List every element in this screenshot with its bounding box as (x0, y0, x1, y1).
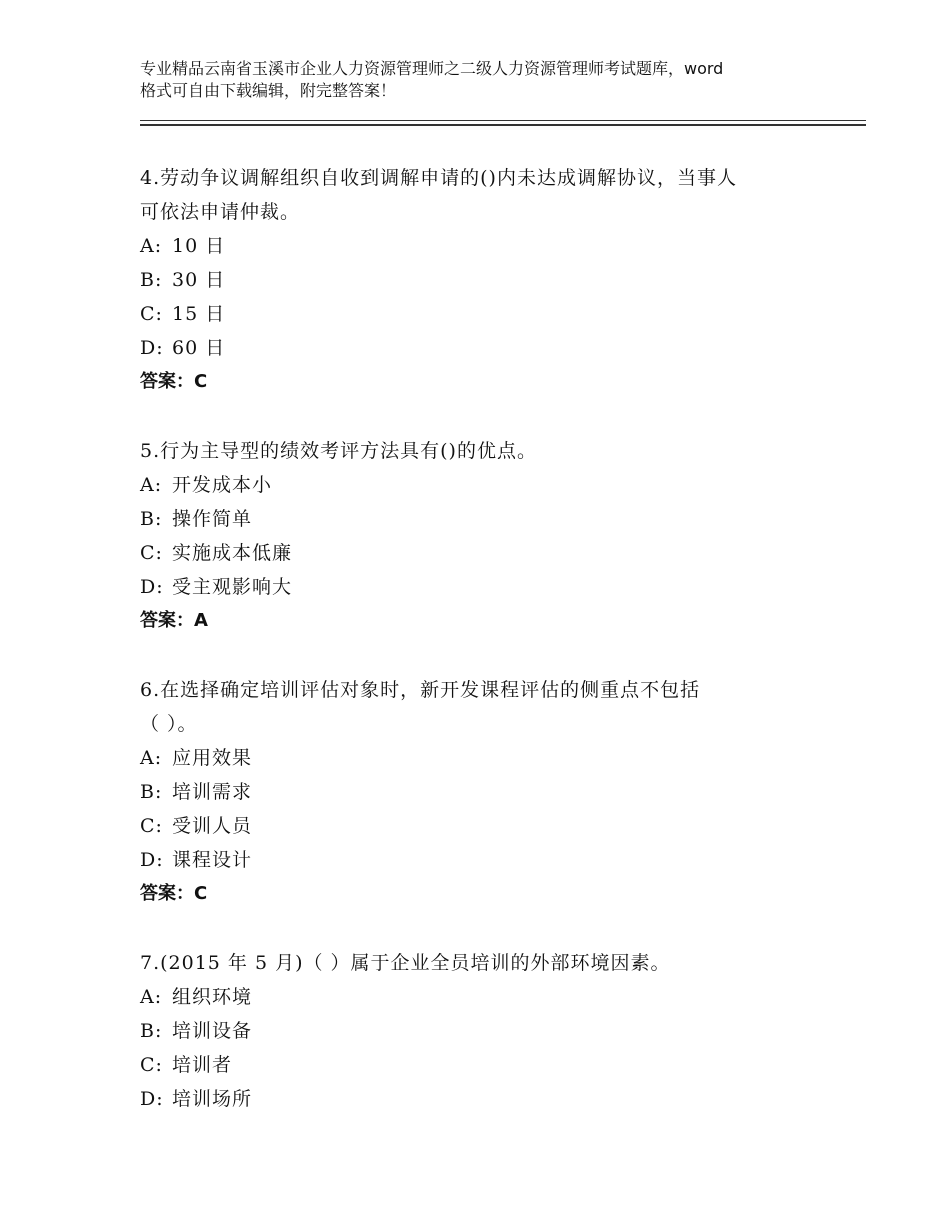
option-d (140, 570, 840, 604)
option-letter: D: (140, 337, 164, 359)
option-b (140, 502, 840, 536)
question-stem-line: 5.行为主导型的绩效考评方法具有()的优点。 (140, 440, 537, 462)
option-text: 课程设计 (172, 849, 253, 871)
question-stem-line: 4.劳动争议调解组织自收到调解申请的()内未达成调解协议，当事人 (140, 167, 737, 189)
option-c (140, 809, 840, 843)
option-a (140, 229, 840, 263)
question-4 (140, 161, 840, 399)
document-header (140, 58, 860, 102)
option-letter: A: (140, 986, 163, 1008)
option-letter: D: (140, 1088, 164, 1110)
option-text: 受训人员 (172, 815, 253, 837)
option-letter: A: (140, 474, 163, 496)
option-b (140, 263, 840, 297)
option-letter: C: (140, 542, 163, 564)
option-text: 受主观影响大 (172, 576, 293, 598)
option-text: 实施成本低廉 (172, 542, 293, 564)
option-c (140, 297, 840, 331)
option-letter: A: (140, 747, 163, 769)
option-text: 60 日 (172, 337, 226, 359)
option-letter: D: (140, 849, 164, 871)
option-a (140, 980, 840, 1014)
header-divider-thin (140, 120, 866, 121)
option-letter: B: (140, 1020, 163, 1042)
option-text: 培训设备 (172, 1020, 253, 1042)
option-text: 15 日 (172, 303, 226, 325)
option-letter: C: (140, 303, 163, 325)
option-d (140, 843, 840, 877)
option-d (140, 1082, 840, 1116)
option-text: 30 日 (172, 269, 226, 291)
question-6 (140, 673, 840, 911)
option-d (140, 331, 840, 365)
question-7 (140, 946, 840, 1116)
option-letter: B: (140, 508, 163, 530)
option-letter: C: (140, 1054, 163, 1076)
option-text: 操作简单 (172, 508, 253, 530)
question-stem-line: 6.在选择确定培训评估对象时，新开发课程评估的侧重点不包括 (140, 679, 701, 701)
option-c (140, 1048, 840, 1082)
answer-line: 答案：C (140, 371, 208, 392)
option-text: 培训场所 (172, 1088, 253, 1110)
question-5 (140, 434, 840, 638)
question-stem (140, 946, 840, 980)
option-text: 10 日 (172, 235, 226, 257)
question-stem (140, 673, 840, 741)
question-stem (140, 161, 840, 229)
option-a (140, 468, 840, 502)
option-b (140, 1014, 840, 1048)
option-text: 开发成本小 (172, 474, 273, 496)
question-stem-line: （ ）。 (140, 713, 198, 735)
option-letter: B: (140, 781, 163, 803)
option-text: 培训者 (172, 1054, 233, 1076)
question-stem (140, 434, 840, 468)
option-text: 应用效果 (172, 747, 253, 769)
option-c (140, 536, 840, 570)
option-letter: C: (140, 815, 163, 837)
answer-line: 答案：A (140, 610, 208, 631)
header-divider-thick (140, 124, 866, 126)
question-stem-line: 7.(2015 年 5 月)（ ）属于企业全员培训的外部环境因素。 (140, 952, 671, 974)
option-letter: B: (140, 269, 163, 291)
question-stem-line: 可依法申请仲裁。 (140, 201, 301, 223)
option-text: 组织环境 (172, 986, 253, 1008)
header-line-2: 格式可自由下载编辑，附完整答案！ (140, 81, 397, 100)
option-a (140, 741, 840, 775)
answer-line: 答案：C (140, 883, 208, 904)
option-letter: A: (140, 235, 163, 257)
option-b (140, 775, 840, 809)
option-letter: D: (140, 576, 164, 598)
option-text: 培训需求 (172, 781, 253, 803)
header-line-1: 专业精品云南省玉溪市企业人力资源管理师之二级人力资源管理师考试题库，word (140, 59, 724, 78)
